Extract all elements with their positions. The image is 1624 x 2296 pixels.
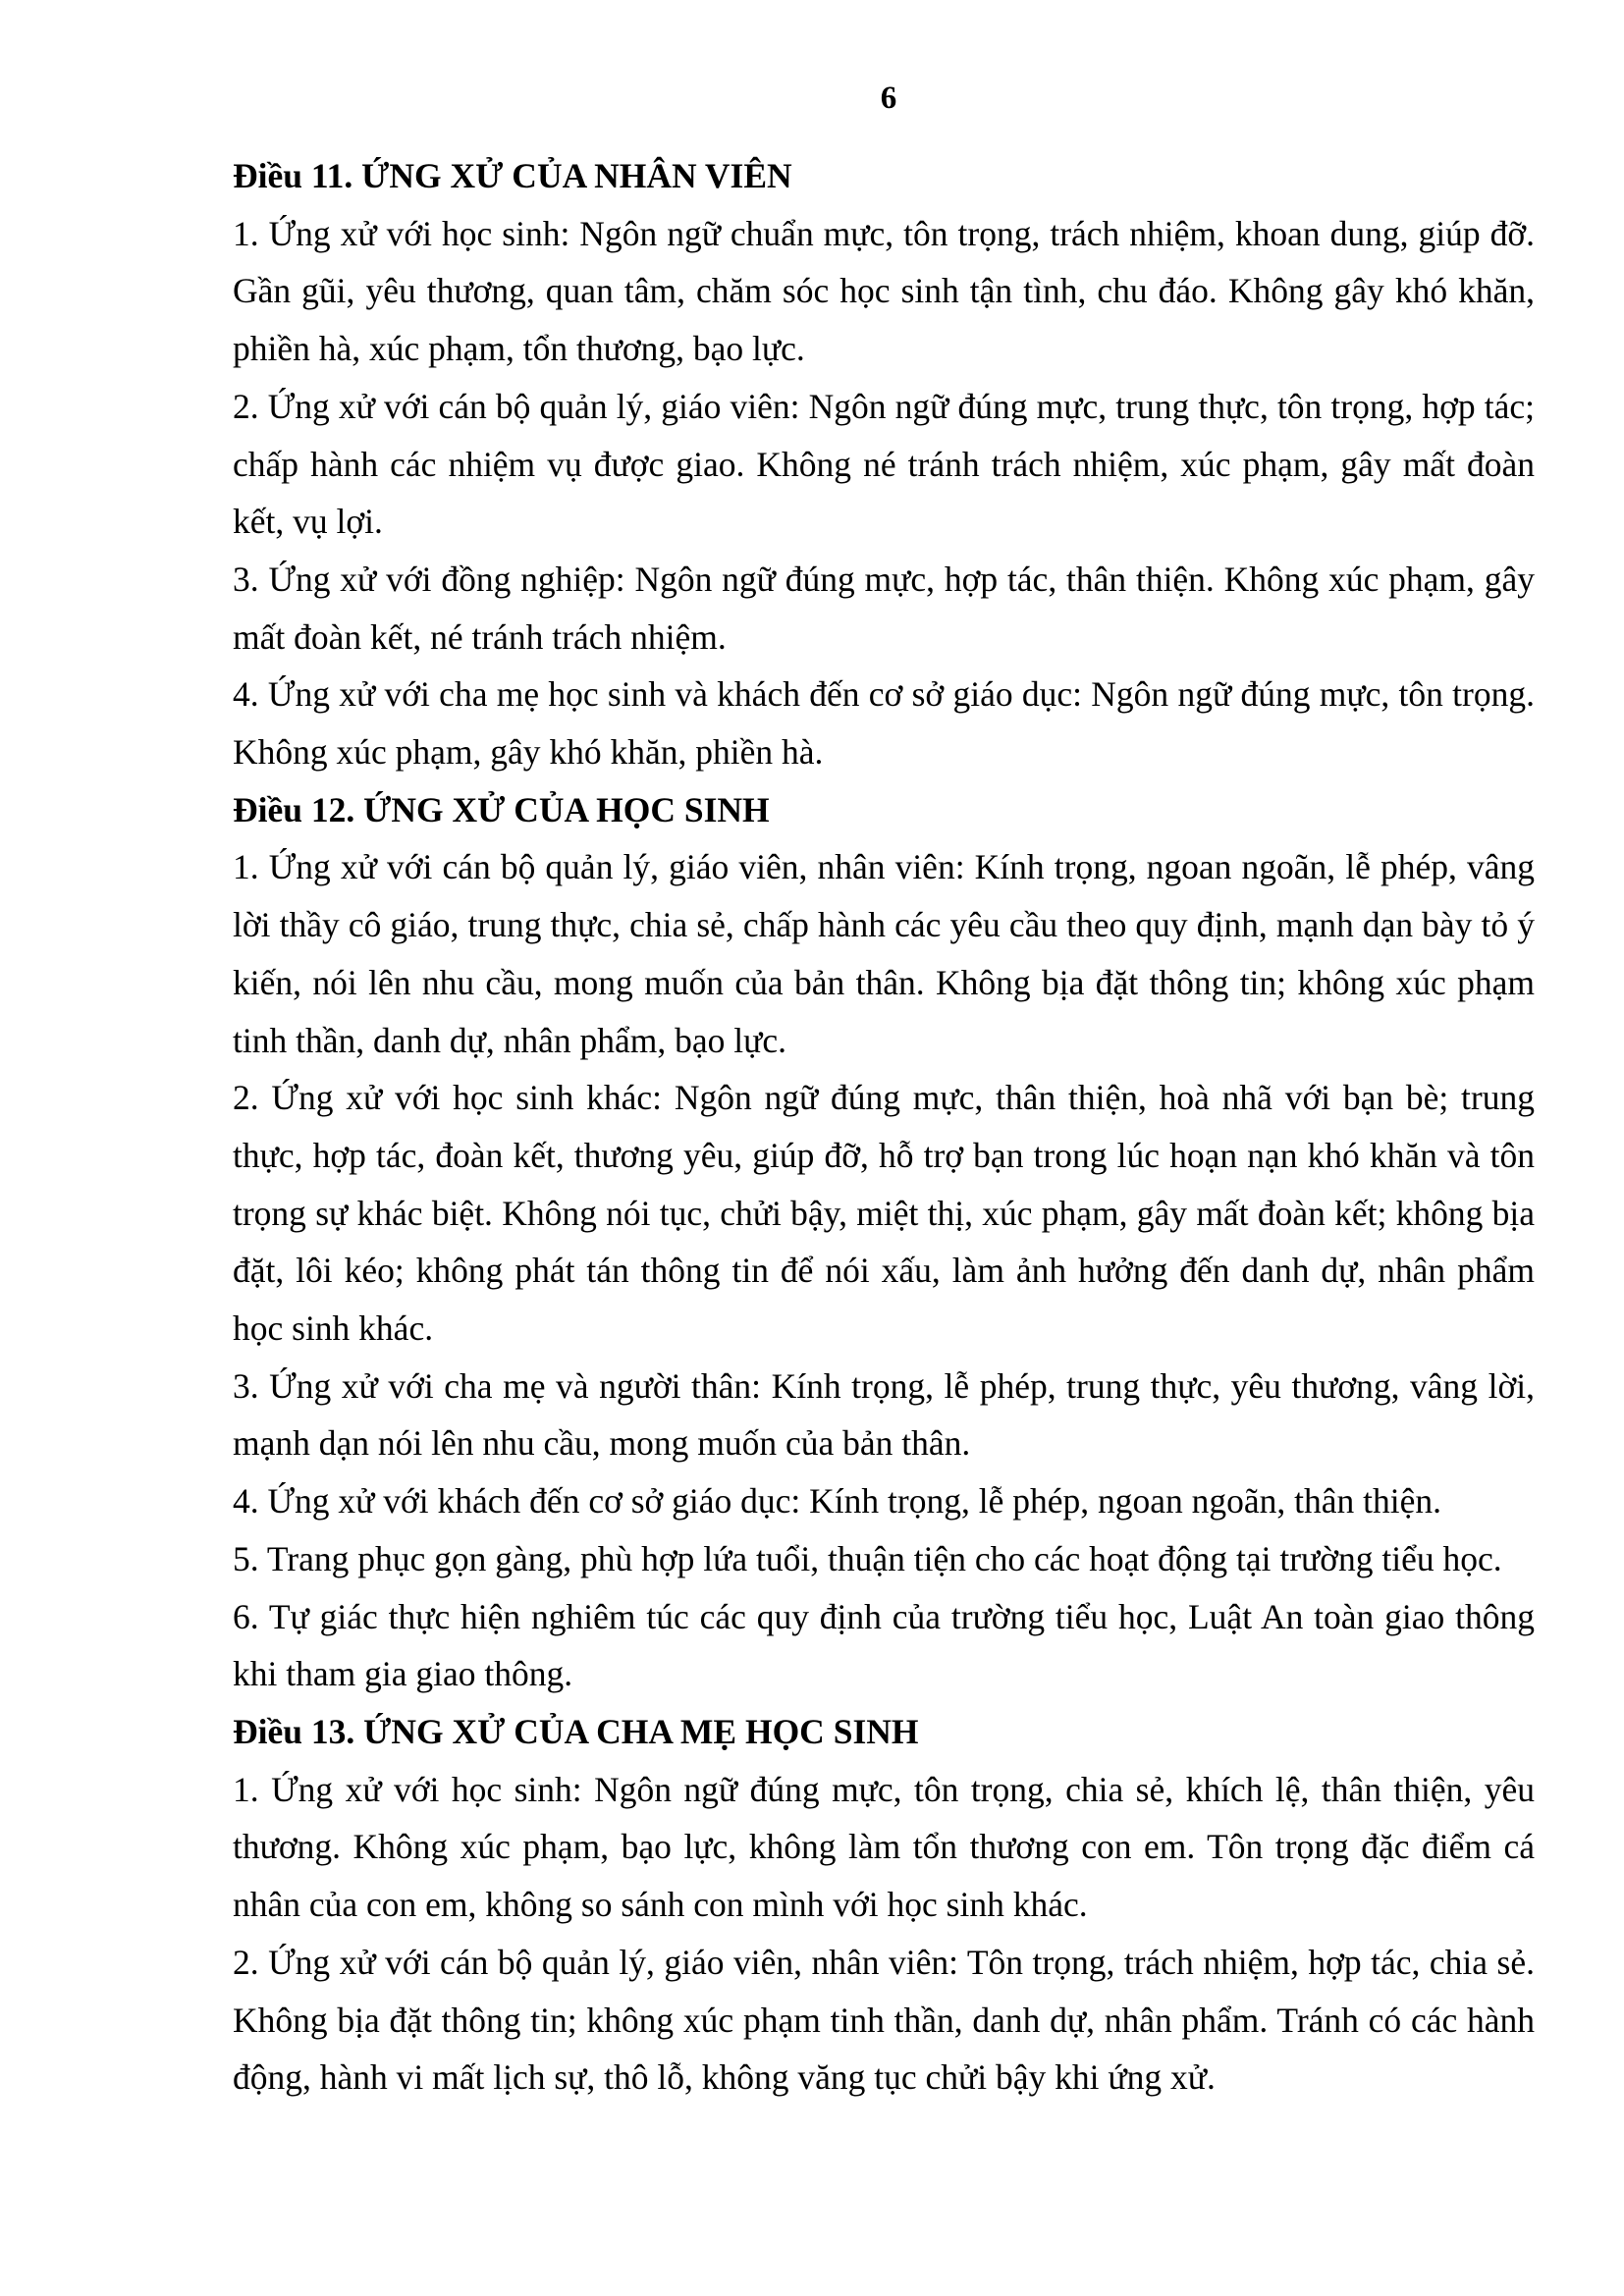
page-number: 6 <box>880 80 897 116</box>
article-11 <box>233 147 1535 781</box>
article-12 <box>233 781 1535 1703</box>
article-clause: 4. Ứng xử với khách đến cơ sở giáo dục: Kính trọng, lễ phép, ngoan ngoãn, thân thiện. <box>233 1481 1441 1522</box>
article-heading: Điều 13. ỨNG XỬ CỦA CHA MẸ HỌC SINH <box>233 1711 919 1751</box>
article-clause: 2. Ứng xử với học sinh khác: Ngôn ngữ đúng mực, thân thiện, hoà nhã với bạn bè; trung thực, hợp tác, đoàn kết, thương yêu, giúp đỡ, hỗ trợ bạn trong lúc hoạn nạn khó khăn và tôn trọng sự khác biệt. Không nói tục, chửi bậy, miệt thị, xúc phạm, gây mất đoàn kết; không bịa đặt, lôi kéo; không phát tán thông tin để nói xấu, làm ảnh hưởng đến danh dự, nhân phẩm học sinh khác. <box>233 1078 1535 1349</box>
article-clause: 1. Ứng xử với học sinh: Ngôn ngữ đúng mực, tôn trọng, chia sẻ, khích lệ, thân thiện, yêu thương. Không xúc phạm, bạo lực, không làm tổn thương con em. Tôn trọng đặc điểm cá nhân của con em, không so sánh con mình với học sinh khác. <box>233 1769 1535 1925</box>
article-clause: 6. Tự giác thực hiện nghiêm túc các quy định của trường tiểu học, Luật An toàn giao thông khi tham gia giao thông. <box>233 1596 1535 1694</box>
document-body <box>233 147 1535 2107</box>
article-heading: Điều 11. ỨNG XỬ CỦA NHÂN VIÊN <box>233 156 792 195</box>
article-clause: 3. Ứng xử với cha mẹ và người thân: Kính trọng, lễ phép, trung thực, yêu thương, vâng lời, mạnh dạn nói lên nhu cầu, mong muốn của bản thân. <box>233 1365 1535 1464</box>
article-13 <box>233 1703 1535 2107</box>
article-clause: 3. Ứng xử với đồng nghiệp: Ngôn ngữ đúng mực, hợp tác, thân thiện. Không xúc phạm, gây mất đoàn kết, né tránh trách nhiệm. <box>233 559 1535 657</box>
article-clause: 1. Ứng xử với cán bộ quản lý, giáo viên, nhân viên: Kính trọng, ngoan ngoãn, lễ phép, vâng lời thầy cô giáo, trung thực, chia sẻ, chấp hành các yêu cầu theo quy định, mạnh dạn bày tỏ ý kiến, nói lên nhu cầu, mong muốn của bản thân. Không bịa đặt thông tin; không xúc phạm tinh thần, danh dự, nhân phẩm, bạo lực. <box>233 847 1535 1060</box>
article-clause: 5. Trang phục gọn gàng, phù hợp lứa tuổi, thuận tiện cho các hoạt động tại trường tiểu học. <box>233 1538 1502 1578</box>
article-clause: 4. Ứng xử với cha mẹ học sinh và khách đến cơ sở giáo dục: Ngôn ngữ đúng mực, tôn trọng. Không xúc phạm, gây khó khăn, phiền hà. <box>233 674 1535 773</box>
article-heading: Điều 12. ỨNG XỬ CỦA HỌC SINH <box>233 789 770 829</box>
article-clause: 1. Ứng xử với học sinh: Ngôn ngữ chuẩn mực, tôn trọng, trách nhiệm, khoan dung, giúp đỡ. Gần gũi, yêu thương, quan tâm, chăm sóc học sinh tận tình, chu đáo. Không gây khó khăn, phiền hà, xúc phạm, tổn thương, bạo lực. <box>233 213 1535 369</box>
article-clause: 2. Ứng xử với cán bộ quản lý, giáo viên: Ngôn ngữ đúng mực, trung thực, tôn trọng, hợp tác; chấp hành các nhiệm vụ được giao. Không né tránh trách nhiệm, xúc phạm, gây mất đoàn kết, vụ lợi. <box>233 386 1535 542</box>
article-clause: 2. Ứng xử với cán bộ quản lý, giáo viên, nhân viên: Tôn trọng, trách nhiệm, hợp tác, chia sẻ. Không bịa đặt thông tin; không xúc phạm tinh thần, danh dự, nhân phẩm. Tránh có các hành động, hành vi mất lịch sự, thô lỗ, không văng tục chửi bậy khi ứng xử. <box>233 1942 1535 2098</box>
